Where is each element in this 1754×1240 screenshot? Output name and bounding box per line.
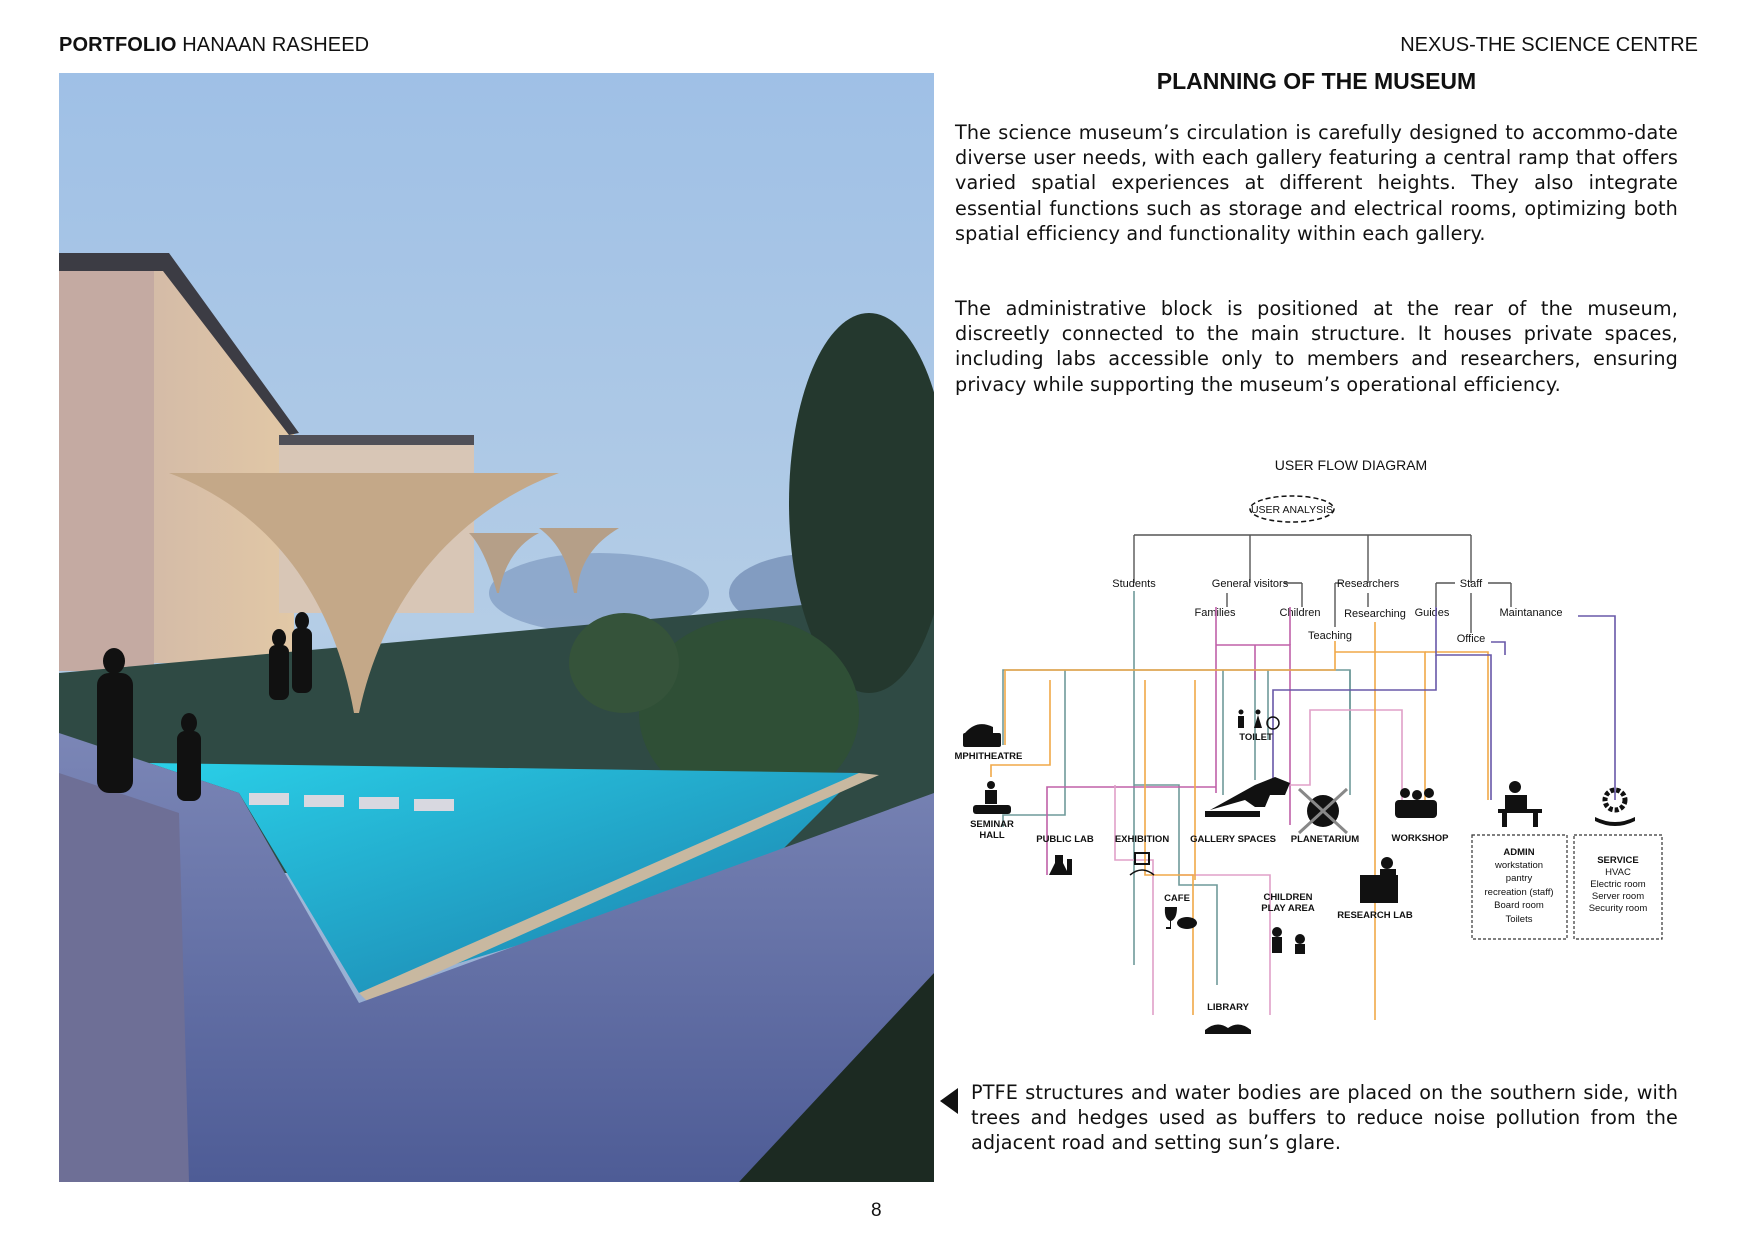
label-toilet: TOILET [1239,732,1273,743]
label-planetarium: PLANETARIUM [1290,834,1360,845]
museum-render-photo [59,73,934,1182]
label-researchers: Researchers [1336,578,1400,590]
photo-caption: PTFE structures and water bodies are placed on the southern side, with trees and hedges used as buffers to reduce noise pollution from the adjacent road and setting sun’s glare. [971,1081,1678,1155]
admin-title: ADMIN [1503,847,1535,858]
label-students: Students [1112,578,1156,590]
label-children: Children [1279,607,1321,619]
label-exhibition: EXHIBITION [1114,834,1170,845]
label-cafe: CAFE [1164,893,1190,904]
admin-item: Toilets [1505,914,1533,925]
label-guides: Guides [1414,607,1450,619]
label-families: Families [1194,607,1236,619]
public-lab-icon [1049,855,1072,875]
label-maintanance: Maintanance [1499,607,1563,619]
service-item: Electric room [1590,879,1646,890]
children-swing-icon [1272,927,1305,954]
admin-item: Board room [1494,900,1544,911]
admin-item: workstation [1494,860,1544,871]
planetarium-icon [1299,789,1347,833]
admin-item: pantry [1505,873,1533,884]
label-amphitheatre: AMPHITHEATRE [955,751,1023,762]
amphitheatre-icon [963,724,1001,747]
diagram-title: USER FLOW DIAGRAM [1274,457,1428,473]
label-play-area: PLAY AREA [1261,903,1315,914]
label-staff: Staff [1459,578,1483,590]
header-portfolio [59,34,369,57]
label-hall: HALL [979,830,1005,841]
label-research-lab: RESEARCH LAB [1337,910,1413,921]
label-general-visitors: General visitors [1211,578,1289,590]
label-office: Office [1456,633,1486,645]
admin-paragraph: The administrative block is positioned at the rear of the museum, discreetly connected to the main structure. It houses private spaces, including labs accessible only to members and researchers, ensuring privacy while supporting the museum’s operational efficiency. [955,297,1678,396]
label-public-lab: PUBLIC LAB [1036,834,1094,845]
page-number: 8 [871,1200,882,1221]
service-title: SERVICE [1597,855,1639,866]
header-portfolio-label: PORTFOLIO [59,34,177,56]
label-researching: Researching [1344,608,1406,620]
label-workshop: WORKSHOP [1391,833,1449,844]
page-title: PLANNING OF THE MUSEUM [1156,68,1477,94]
user-analysis-label: USER ANALYSIS [1250,504,1334,516]
dinosaur-skeleton-icon [1205,777,1290,817]
service-item: HVAC [1605,867,1631,878]
workshop-icon [1395,788,1437,818]
open-book-icon [1205,1024,1251,1034]
cafe-icon [1165,907,1197,929]
intro-paragraph: The science museum’s circulation is carefully designed to accommo-date diverse user needs, with each gallery featuring a central ramp that offers varied spatial experiences at different heights. They also integrate essential functions such as storage and electrical rooms, optimizing both spatial efficiency and functionality within each gallery. [955,121,1678,245]
research-lab-icon [1360,857,1398,903]
seminar-hall-icon [973,781,1011,814]
service-item: Security room [1588,903,1648,914]
label-teaching: Teaching [1307,630,1353,642]
label-library: LIBRARY [1207,1002,1249,1013]
admin-item: recreation (staff) [1484,887,1554,898]
header-author-name: HANAAN RASHEED [176,34,370,56]
service-item: Server room [1591,891,1645,902]
label-children: CHILDREN [1263,892,1313,903]
label-gallery-spaces: GALLERY SPACES [1190,834,1276,845]
left-pointer-arrow-icon [940,1088,958,1114]
hierarchy-lines [1134,535,1511,633]
user-flow-diagram [955,455,1678,1065]
admin-workstation-icon [1498,781,1542,827]
header-project-title: NEXUS-THE SCIENCE CENTRE [1400,34,1698,56]
label-seminar: SEMINAR [970,819,1014,830]
